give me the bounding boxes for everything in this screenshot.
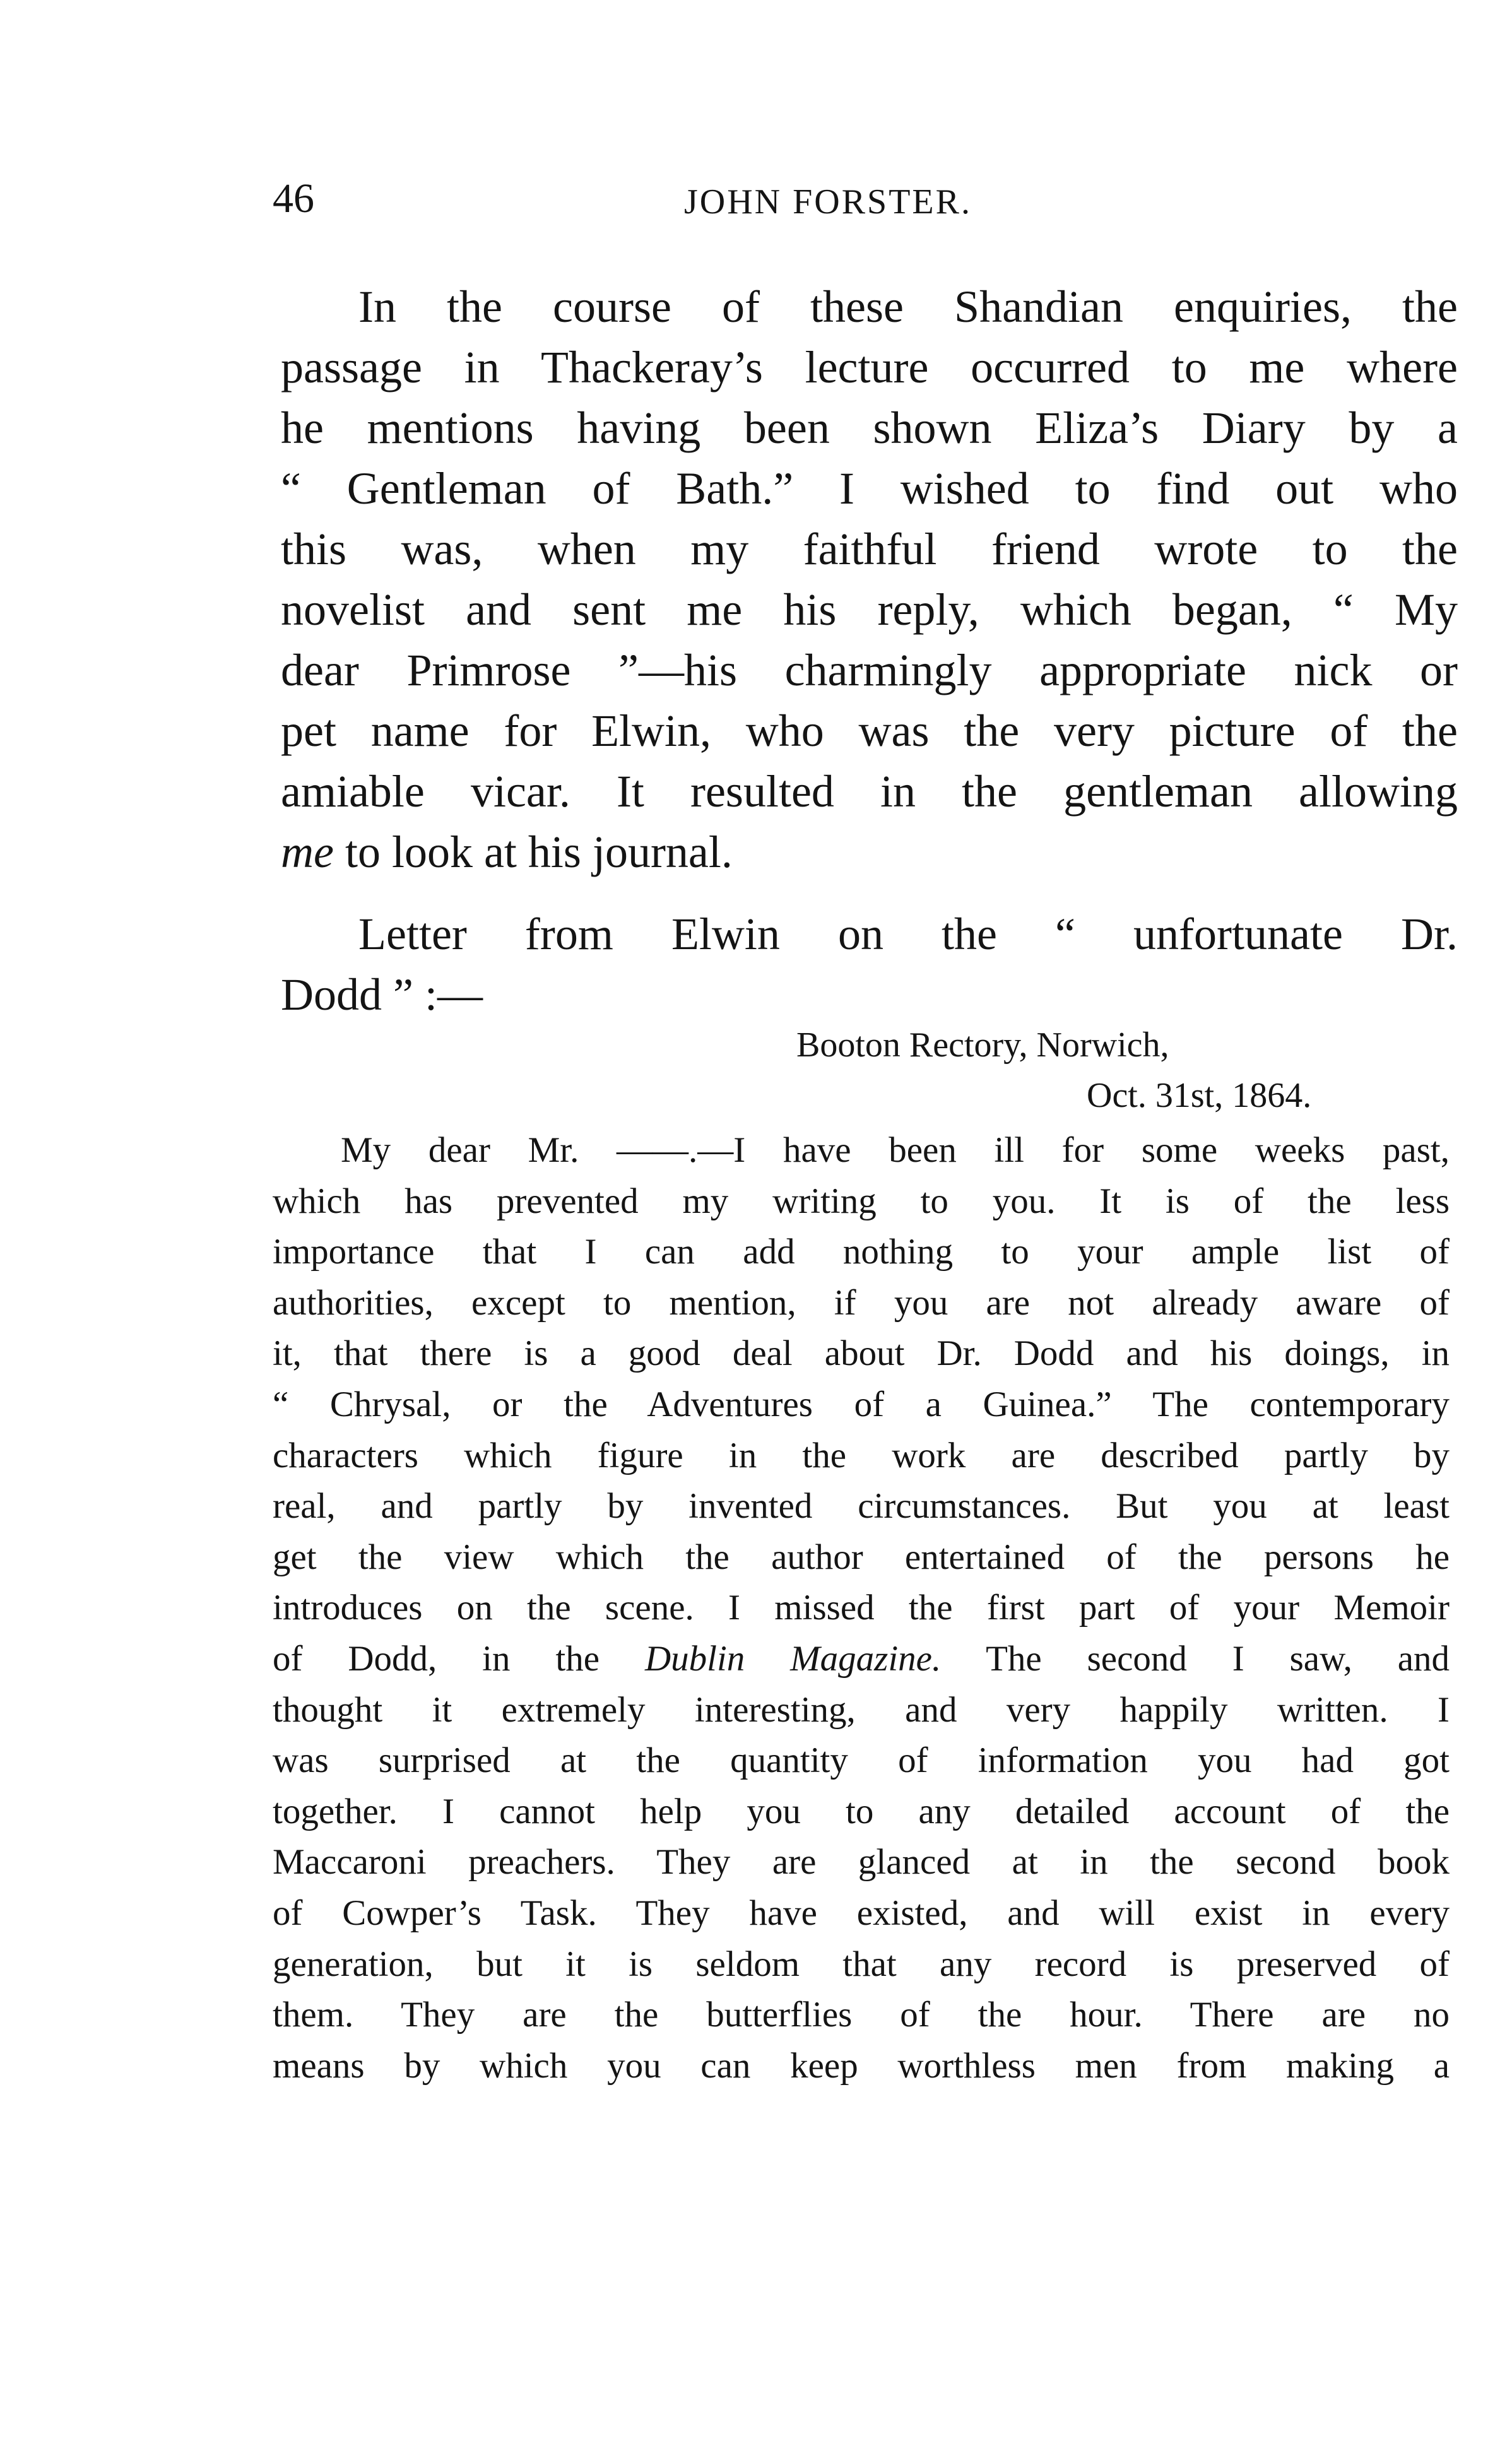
text-line: “ Gentleman of Bath.” I wished to find out who (281, 463, 1458, 514)
letter-line: real, and partly by invented circumstances. But you at least (273, 1486, 1450, 1527)
letter-line: get the view which the author entertained of the persons he (273, 1537, 1450, 1577)
text-line (281, 822, 1458, 882)
letter-body (273, 1125, 1450, 2091)
letter-line: My dear Mr. ——.—I have been ill for some weeks past, (341, 1130, 1450, 1170)
letter-line: them. They are the butterflies of the hour. There are no (273, 1995, 1450, 2035)
text-line: Letter from Elwin on the “ unfortunate Dr. (358, 909, 1458, 959)
letter-line: together. I cannot help you to any detailed account of the (273, 1791, 1450, 1831)
text-fragment: of Dodd, in the (273, 1638, 645, 1679)
letter-line: was surprised at the quantity of information you had got (273, 1740, 1450, 1781)
paragraph-letter-intro (281, 904, 1458, 1025)
letter-line: it, that there is a good deal about Dr. Dodd and his doings, in (273, 1333, 1450, 1374)
text-fragment: to look at his journal. (333, 827, 733, 877)
letter-line (273, 1634, 1450, 1685)
text-line: In the course of these Shandian enquiries, the (358, 281, 1458, 332)
letter-line: generation, but it is seldom that any record is preserved of (273, 1944, 1450, 1984)
letter-date: Oct. 31st, 1864. (1087, 1076, 1312, 1115)
letter-line: authorities, except to mention, if you are not already aware of (273, 1282, 1450, 1323)
letter-address: Booton Rectory, Norwich, (796, 1025, 1169, 1065)
italic-title: Dublin Magazine. (644, 1638, 942, 1679)
text-line: pet name for Elwin, who was the very picture of the (281, 706, 1458, 756)
italic-word: me (281, 827, 334, 877)
text-line: amiable vicar. It resulted in the gentleman allowing (281, 766, 1458, 817)
letter-line: which has prevented my writing to you. It is of the less (273, 1181, 1450, 1221)
page-number: 46 (273, 175, 314, 222)
text-line: dear Primrose ”—his charmingly appropriate nick or (281, 645, 1458, 695)
paragraph-shandian-enquiries (281, 276, 1458, 882)
letter-line: means by which you can keep worthless men from making a (273, 2045, 1450, 2086)
text-fragment: The second I saw, and (941, 1638, 1450, 1679)
letter-line: thought it extremely interesting, and very happily written. I (273, 1689, 1450, 1730)
letter-line: introduces on the scene. I missed the first part of your Memoir (273, 1588, 1450, 1628)
text-line: novelist and sent me his reply, which began, “ My (281, 584, 1458, 635)
running-head: JOHN FORSTER. (684, 182, 972, 222)
letter-line: “ Chrysal, or the Adventures of a Guinea.” The contemporary (273, 1384, 1450, 1424)
letter-line: Maccaroni preachers. They are glanced at in the second book (273, 1842, 1450, 1882)
text-line: Dodd ” :— (281, 969, 483, 1020)
text-line: passage in Thackeray’s lecture occurred to me where (281, 342, 1458, 393)
letter-line: characters which figure in the work are described partly by (273, 1435, 1450, 1475)
letter-line: importance that I can add nothing to your ample list of (273, 1232, 1450, 1272)
text-line: he mentions having been shown Eliza’s Diary by a (281, 403, 1458, 453)
text-line: this was, when my faithful friend wrote to the (281, 524, 1458, 574)
letter-line: of Cowper’s Task. They have existed, and will exist in every (273, 1893, 1450, 1933)
